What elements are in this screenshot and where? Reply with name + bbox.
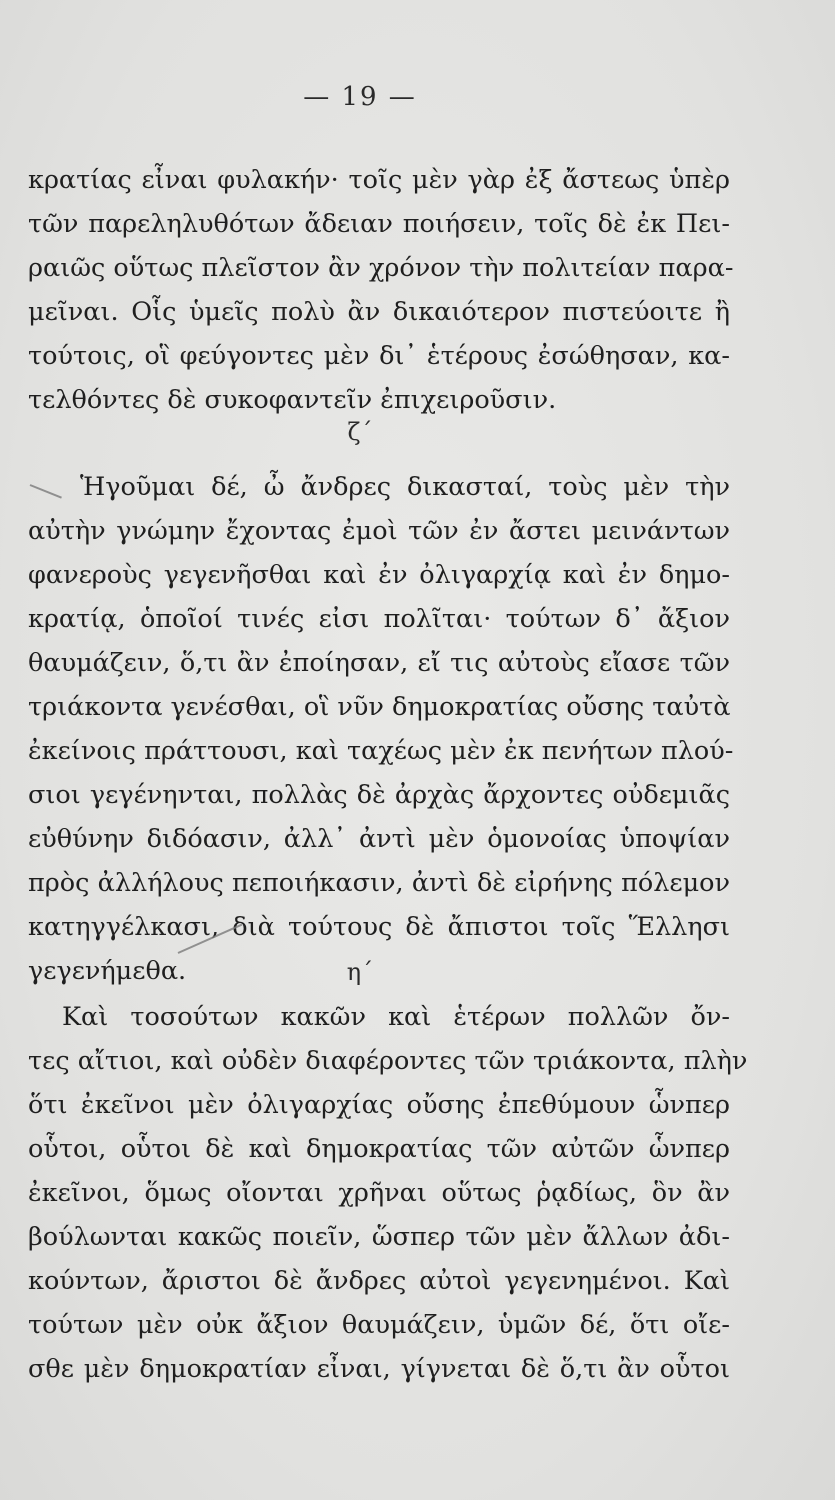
text-line: γεγενήμεθα. <box>28 956 187 986</box>
text-line: πρὸς ἀλλήλους πεποιήκασιν, ἀντὶ δὲ εἰρήνης πόλεμον <box>28 868 730 898</box>
text-line: τριάκοντα γενέσθαι, οἳ νῦν δημοκρατίας οὔσης ταὐτὰ <box>28 692 731 722</box>
text-line: Ἡγοῦμαι δέ, ὦ ἄνδρες δικασταί, τοὺς μὲν τὴν <box>80 472 730 502</box>
text-line: φανεροὺς γεγενῆσθαι καὶ ἐν ὀλιγαρχίᾳ καὶ ἐν δημο- <box>28 560 730 590</box>
text-line: σιοι γεγένηνται, πολλὰς δὲ ἀρχὰς ἄρχοντες οὐδεμιᾶς <box>28 780 730 810</box>
text-line: τῶν παρεληλυθότων ἄδειαν ποιήσειν, τοῖς δὲ ἐκ Πει- <box>28 209 730 239</box>
page-number: — 19 — <box>303 82 417 112</box>
text-line: βούλωνται κακῶς ποιεῖν, ὥσπερ τῶν μὲν ἄλλων ἀδι- <box>28 1222 730 1252</box>
text-line: κούντων, ἄριστοι δὲ ἄνδρες αὐτοὶ γεγενημένοι. Καὶ <box>28 1266 730 1296</box>
text-line: σθε μὲν δημοκρατίαν εἶναι, γίγνεται δὲ ὅ,τι ἂν οὗτοι <box>28 1354 730 1384</box>
text-line: κρατίας εἶναι φυλακήν· τοῖς μὲν γὰρ ἐξ ἄστεως ὑπὲρ <box>28 165 730 195</box>
section-marker: ζ΄ <box>347 418 373 446</box>
text-line: κρατίᾳ, ὁποῖοί τινές εἰσι πολῖται· τούτων δ᾿ ἄξιον <box>28 604 730 634</box>
text-line: εὐθύνην διδόασιν, ἀλλ᾿ ἀντὶ μὲν ὁμονοίας ὑποψίαν <box>28 824 730 854</box>
text-line: μεῖναι. Οἷς ὑμεῖς πολὺ ἂν δικαιότερον πιστεύοιτε ἢ <box>28 297 730 327</box>
text-line: ἐκείνοις πράττουσι, καὶ ταχέως μὲν ἐκ πενήτων πλού- <box>28 736 734 766</box>
text-line: ἐκεῖνοι, ὅμως οἴονται χρῆναι οὕτως ῥᾳδίως, ὃν ἂν <box>28 1178 730 1208</box>
text-line: Καὶ τοσούτων κακῶν καὶ ἑτέρων πολλῶν ὄν- <box>62 1002 730 1032</box>
text-line: οὗτοι, οὗτοι δὲ καὶ δημοκρατίας τῶν αὐτῶν ὧνπερ <box>28 1134 730 1164</box>
text-line: θαυμάζειν, ὅ,τι ἂν ἐποίησαν, εἴ τις αὐτοὺς εἴασε τῶν <box>28 648 730 678</box>
text-line: τούτων μὲν οὐκ ἄξιον θαυμάζειν, ὑμῶν δέ, ὅτι οἴε- <box>28 1310 730 1340</box>
text-line: ραιῶς οὕτως πλεῖστον ἂν χρόνον τὴν πολιτείαν παρα- <box>28 253 734 283</box>
pencil-mark <box>30 484 62 499</box>
section-marker: η΄ <box>346 958 374 986</box>
text-line: τελθόντες δὲ συκοφαντεῖν ἐπιχειροῦσιν. <box>28 385 557 415</box>
text-line: τες αἴτιοι, καὶ οὐδὲν διαφέροντες τῶν τριάκοντα, πλὴν <box>28 1046 748 1076</box>
text-line: αὐτὴν γνώμην ἔχοντας ἐμοὶ τῶν ἐν ἄστει μεινάντων <box>28 516 730 546</box>
text-line: κατηγγέλκασι, διὰ τούτους δὲ ἄπιστοι τοῖς Ἕλλησι <box>28 912 730 942</box>
text-line: τούτοις, οἳ φεύγοντες μὲν δι᾿ ἑτέρους ἐσώθησαν, κα- <box>28 341 730 371</box>
text-line: ὅτι ἐκεῖνοι μὲν ὀλιγαρχίας οὔσης ἐπεθύμουν ὧνπερ <box>28 1090 730 1120</box>
